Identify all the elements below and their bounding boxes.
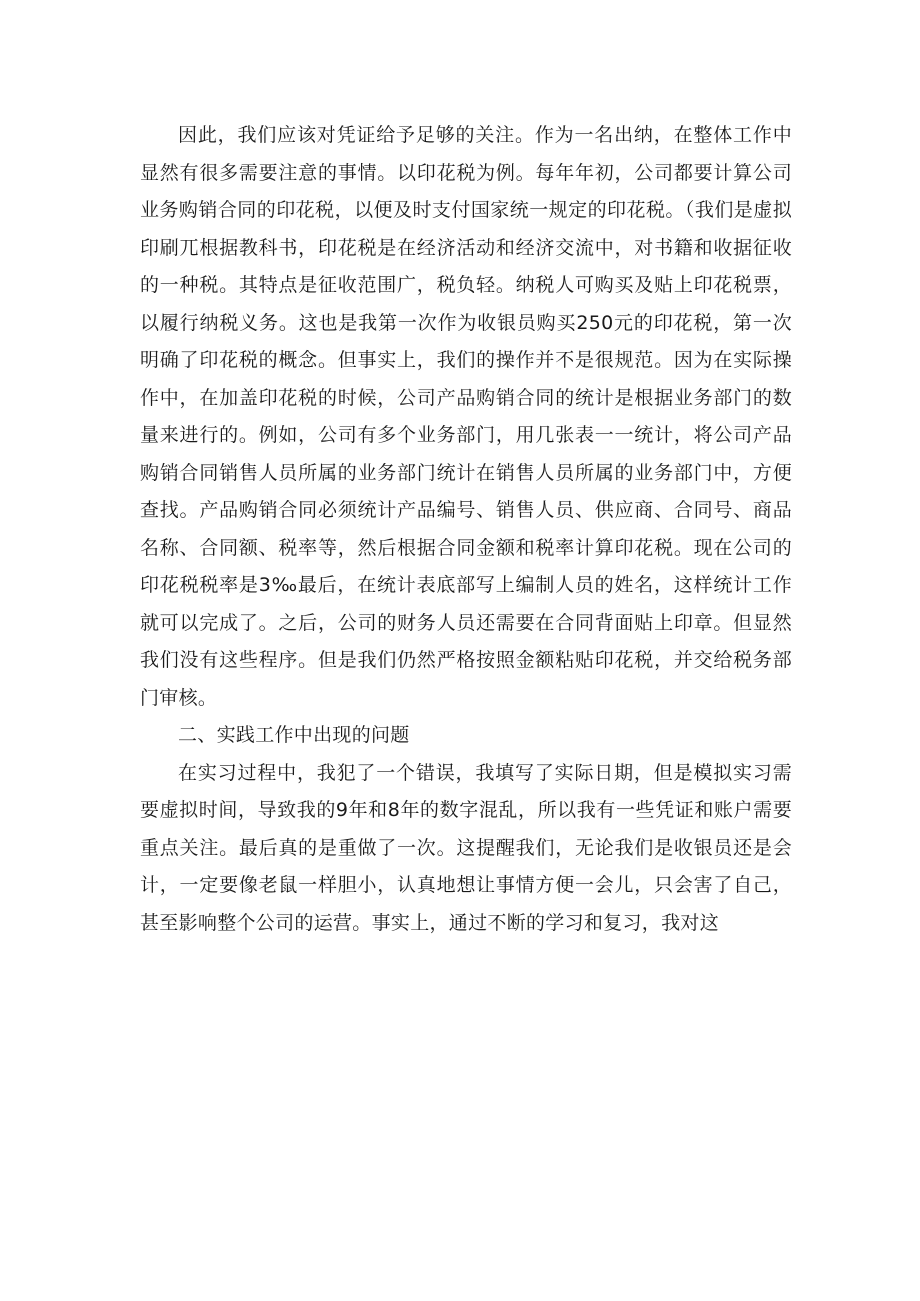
- paragraph-internship-mistake: 在实习过程中，我犯了一个错误，我填写了实际日期，但是模拟实习需要虚拟时间，导致我的9年和8年的数字混乱，所以我有一些凭证和账户需要重点关注。最后真的是重做了一次。这提醒我们，无论我们是收银员还是会计，一定要像老鼠一样胆小，认真地想让事情方便一会儿，只会害了自己，甚至影响整个公司的运营。事实上，通过不断的学习和复习，我对这: [140, 761, 792, 934]
- paragraph-stamp-tax: 因此，我们应该对凭证给予足够的关注。作为一名出纳，在整体工作中显然有很多需要注意的事情。以印花税为例。每年年初，公司都要计算公司业务购销合同的印花税，以便及时支付国家统一规定的印花税。（我们是虚拟印刷兀根据教科书，印花税是在经济活动和经济交流中，对书籍和收据征收的一种税。其特点是征收范围广，税负轻。纳税人可购买及贴上印花税票，以履行纳税义务。这也是我第一次作为收银员购买250元的印花税，第一次明确了印花税的概念。但事实上，我们的操作并不是很规范。因为在实际操作中，在加盖印花税的时候，公司产品购销合同的统计是根据业务部门的数量来进行的。例如，公司有多个业务部门，用几张表一一统计，将公司产品购销合同销售人员所属的业务部门统计在销售人员所属的业务部门中，方便查找。产品购销合同必须统计产品编号、销售人员、供应商、合同号、商品名称、合同额、税率等，然后根据合同金额和税率计算印花税。现在公司的印花税税率是3‰最后，在统计表底部写上编制人员的姓名，这样统计工作就可以完成了。之后，公司的财务人员还需要在合同背面贴上印章。但显然我们没有这些程序。但是我们仍然严格按照金额粘贴印花税，并交给税务部门审核。: [140, 124, 792, 709]
- section-heading: 二、实践工作中出现的问题: [178, 724, 410, 746]
- document-body: [140, 117, 792, 942]
